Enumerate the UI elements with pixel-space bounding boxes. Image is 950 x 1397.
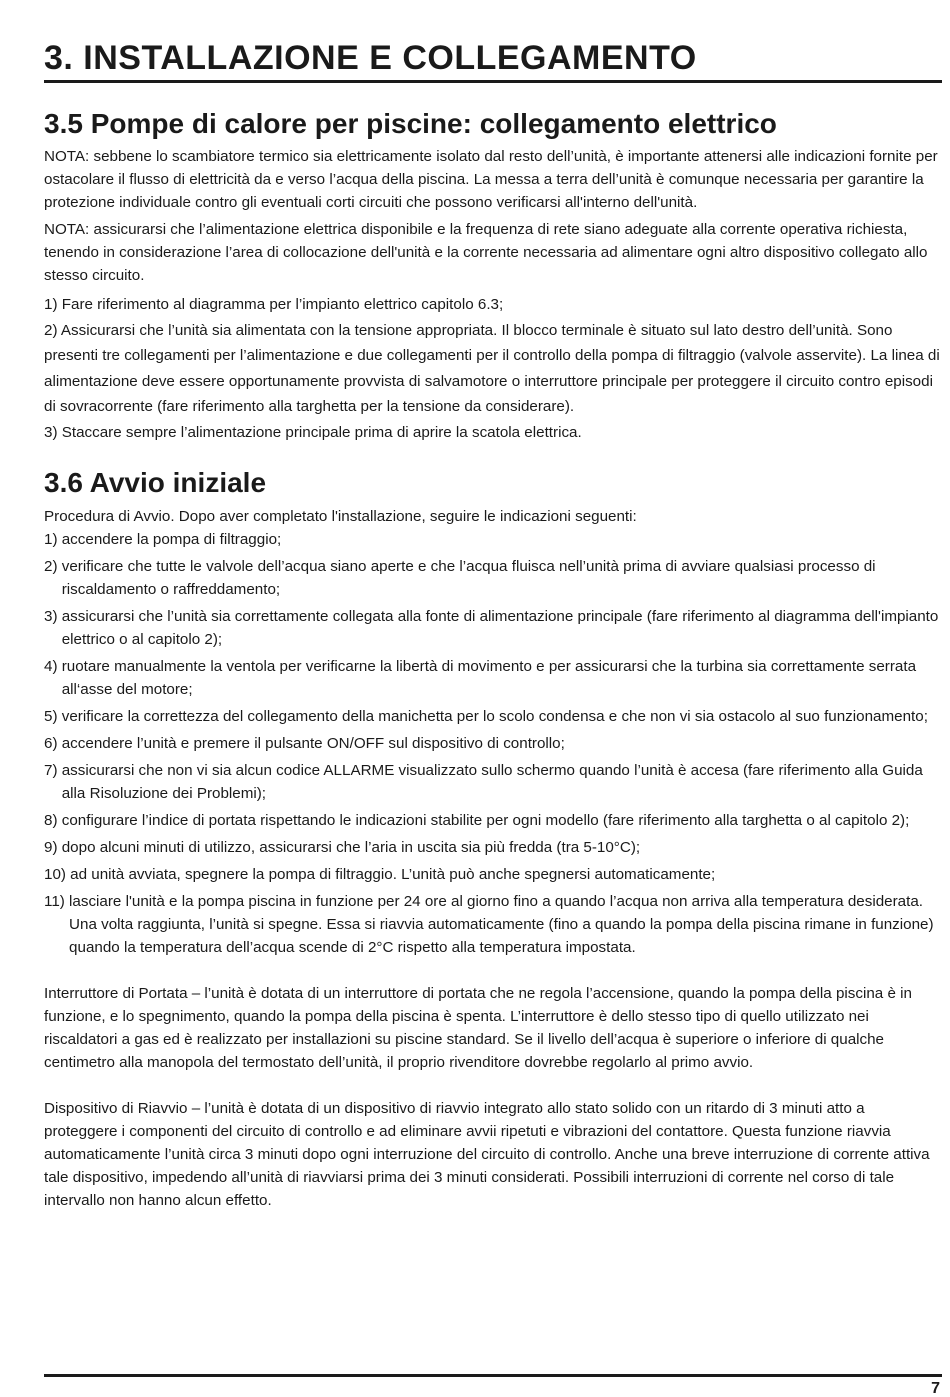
list-item [44,836,942,859]
step-text: accendere l’unità e premere il pulsante ON/OFF sul dispositivo di controllo; [61,734,565,752]
note-paragraph-2: NOTA: assicurarsi che l’alimentazione elettrica disponibile e la frequenza di rete siano adeguate alla corrente operativa richiesta, tenendo in considerazione l’area di collocazione dell'unità e la corrente necessaria ad alimentare ogni altro dispositivo collegato allo stesso circuito. [44,221,928,284]
section-3-5-heading: 3.5 Pompe di calore per piscine: collegamento elettrico [44,108,777,139]
startup-intro: Procedura di Avvio. Dopo aver completato l'installazione, seguire le indicazioni seguenti: [44,507,637,525]
list-item: 2) Assicurarsi che l’unità sia alimentata con la tensione appropriata. Il blocco terminale è situato sul lato destro dell’unità. Sono presenti tre collegamenti per l’alimentazione e due collegamenti per il controllo della pompa di filtraggio (valvole asservite). La linea di alimentazione deve essere opportunamente provvista di salvamotore o interruttore principale per proteggere il circuito contro episodi di sovracorrente (fare riferimento alla targhetta per la tensione da considerare). [44,321,940,416]
step-text: dopo alcuni minuti di utilizzo, assicurarsi che l’aria in uscita sia più fredda (tra 5-10°C); [61,838,641,856]
step-number: 4) [44,657,62,675]
list-item [44,528,942,551]
step-number: 6) [44,734,62,752]
page-number: 7 [931,1380,940,1397]
section-3-5-list [44,292,942,446]
chapter-divider [44,80,942,83]
restart-device-paragraph: Dispositivo di Riavvio – l’unità è dotata di un dispositivo di riavvio integrato allo stato solido con un ritardo di 3 minuti atto a proteggere i componenti del circuito di controllo e ad eliminare avvii ripetuti e vibrazioni del contattore. Questa funzione riavvia automaticamente l’unità circa 3 minuti dopo ogni interruzione del circuito di controllo. Anche una breve interruzione di corrente attiva tale dispositivo, impedendo all’unità di riavviarsi prima dei 3 minuti considerati. Possibili interruzioni di corrente nel corso di tale intervallo non hanno alcun effetto. [44,1099,930,1209]
list-item [44,605,942,651]
list-item [44,655,942,701]
list-item [44,555,942,601]
step-text: verificare la correttezza del collegamento della manichetta per lo scolo condensa e che non vi sia ostacolo al suo funzionamento; [61,707,928,725]
section-3-6-heading: 3.6 Avvio iniziale [44,466,267,498]
flow-switch-paragraph: Interruttore di Portata – l’unità è dotata di un interruttore di portata che ne regola l’accensione, quando la pompa della piscina è in funzione, e lo spegnimento, quando la pompa della piscina è spenta. L’interruttore è dello stesso tipo di quello utilizzato nei riscaldatori a gas ed è realizzato per installazioni su piscine standard. Se il livello dell’acqua è superiore o inferiore di qualche centimetro alla manopola del termostato dell’unità, il proprio rivenditore dovrebbe regolarlo al primo avvio. [44,984,912,1071]
footer-divider [44,1374,942,1377]
step-text: configurare l’indice di portata rispettando le indicazioni stabilite per ogni modello (fare riferimento alla targhetta o al capitolo 2); [61,811,910,829]
list-item [44,732,942,755]
startup-steps-list [44,528,942,959]
list-item: 1) Fare riferimento al diagramma per l’impianto elettrico capitolo 6.3; [44,296,504,313]
step-number: 2) [44,557,62,575]
list-item [44,809,942,832]
note-paragraph-1: NOTA: sebbene lo scambiatore termico sia elettricamente isolato dal resto dell’unità, è importante attenersi alle indicazioni fornite per ostacolare il flusso di elettricità da e verso l’acqua della piscina. La messa a terra dell’unità è comunque necessaria per garantire la protezione individuale contro gli eventuali corti circuiti che possono verificarsi all'interno dell'unità. [44,148,938,211]
step-number: 11) [44,892,70,910]
step-number: 9) [44,838,62,856]
step-number: 10) [44,865,71,883]
step-number: 7) [44,761,62,779]
step-number: 3) [44,607,62,625]
list-item [44,759,942,805]
step-text: lasciare l'unità e la pompa piscina in funzione per 24 ore al giorno fino a quando l’acqua non arriva alla temperatura desiderata. Una volta raggiunta, l’unità si spegne. Essa si riavvia automaticamente (fino a quando la pompa della piscina rimane in funzione) quando la temperatura dell’acqua scende di 2°C rispetto alla temperatura impostata. [69,892,934,956]
step-text: accendere la pompa di filtraggio; [61,530,282,548]
list-item [44,863,942,886]
step-number: 1) [44,530,62,548]
list-item [44,890,942,959]
step-number: 5) [44,707,62,725]
step-text: verificare che tutte le valvole dell’acqua siano aperte e che l’acqua fluisca nell’unità prima di avviare qualsiasi processo di riscaldamento o raffreddamento; [61,557,876,598]
document-page [44,0,942,1212]
step-text: ruotare manualmente la ventola per verificarne la libertà di movimento e per assicurarsi che la turbina sia correttamente serrata all‘asse del motore; [61,657,917,698]
list-item: 3) Staccare sempre l’alimentazione principale prima di aprire la scatola elettrica. [44,423,582,441]
step-text: assicurarsi che l’unità sia correttamente collegata alla fonte di alimentazione principale (fare riferimento al diagramma dell'impianto elettrico o al capitolo 2); [61,607,939,648]
step-text: assicurarsi che non vi sia alcun codice ALLARME visualizzato sullo schermo quando l’unità è accesa (fare riferimento alla Guida alla Risoluzione dei Problemi); [61,761,923,802]
list-item [44,705,942,728]
step-text: ad unità avviata, spegnere la pompa di filtraggio. L’unità può anche spegnersi automaticamente; [70,865,716,883]
chapter-title: 3. INSTALLAZIONE E COLLEGAMENTO [44,39,697,77]
step-number: 8) [44,811,62,829]
